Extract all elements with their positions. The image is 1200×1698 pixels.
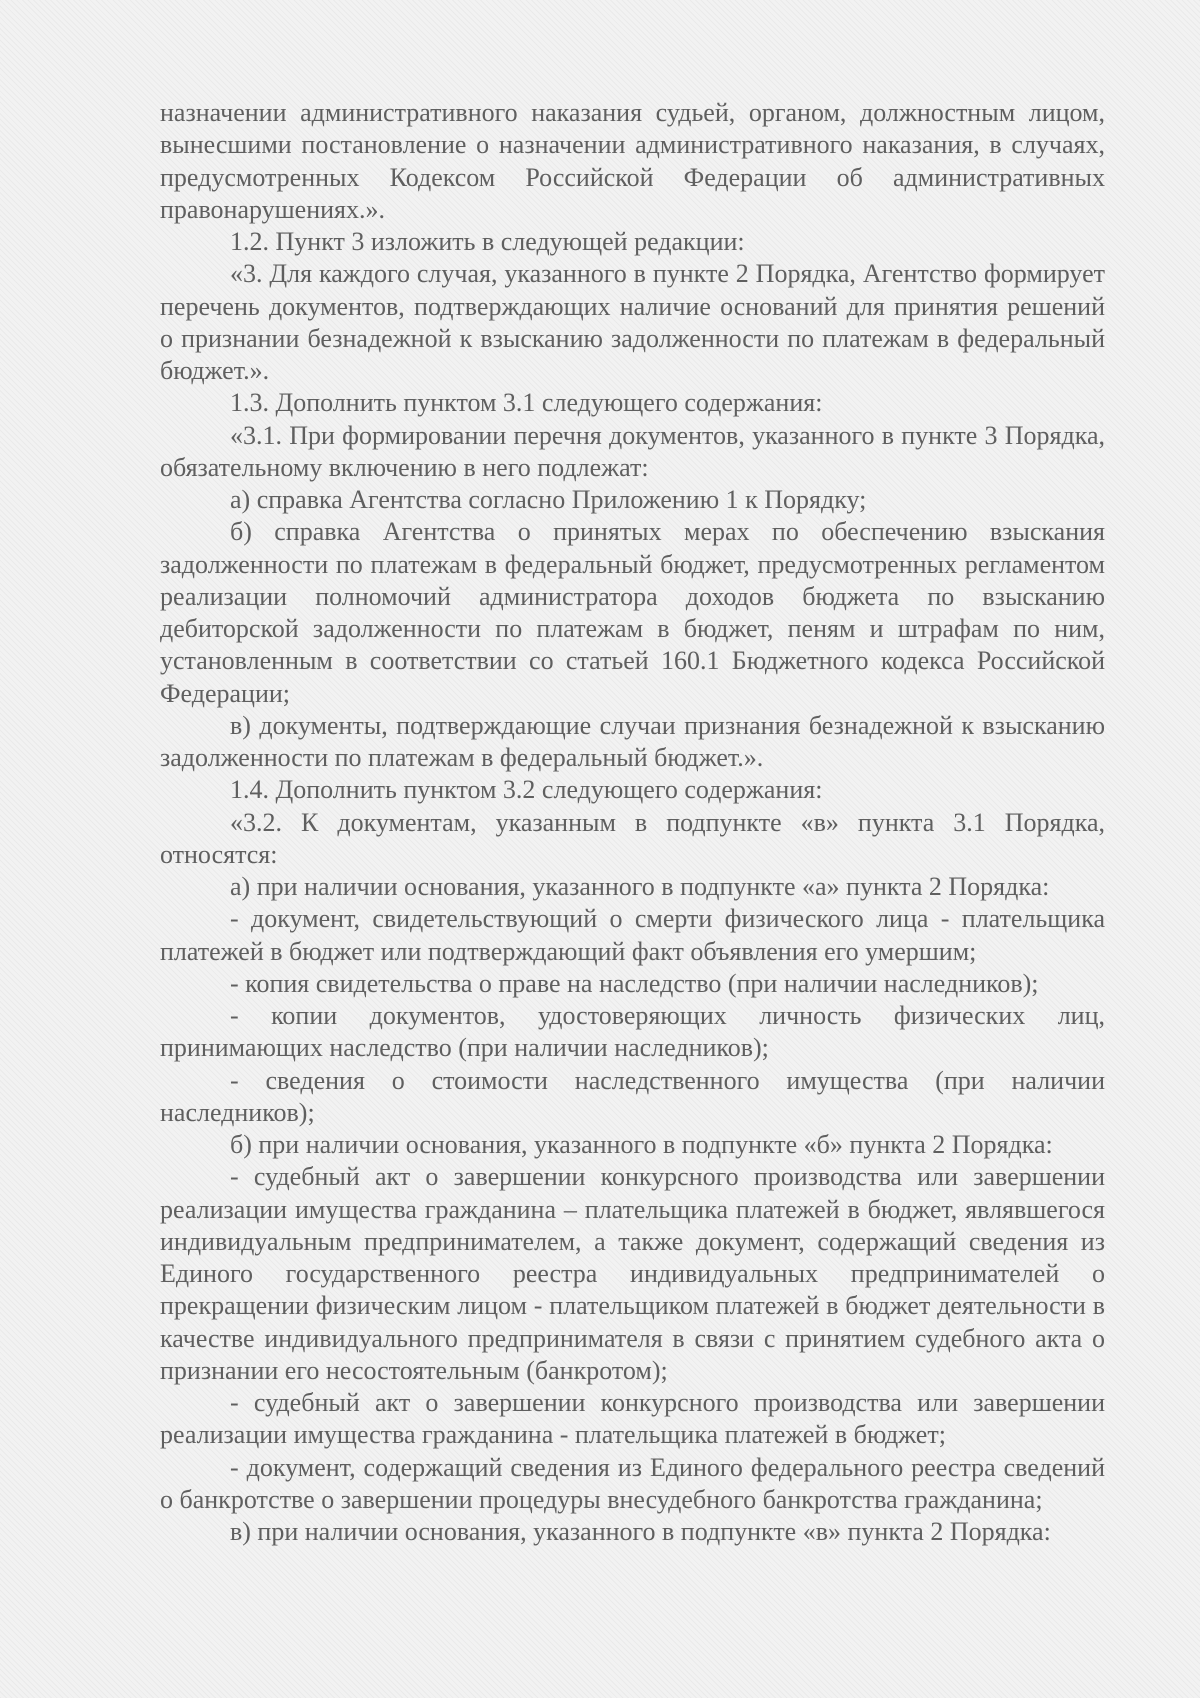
paragraph-dash-item: - документ, свидетельствующий о смерти физического лица - плательщика платежей в бюджет или подтверждающий факт объявления его умершим; xyxy=(160,904,1105,966)
paragraph-basis-b: б) при наличии основания, указанного в подпункте «б» пункта 2 Порядка: xyxy=(230,1130,1053,1159)
paragraph-dash-item: - сведения о стоимости наследственного имущества (при наличии наследников); xyxy=(160,1065,1105,1127)
paragraph-point-3-2: «3.2. К документам, указанным в подпункте «в» пункта 3.1 Порядка, относятся: xyxy=(160,807,1105,869)
paragraph-item-1-2: 1.2. Пункт 3 изложить в следующей редакции: xyxy=(230,227,745,256)
paragraph-subpoint-a: а) справка Агентства согласно Приложению 1 к Порядку; xyxy=(230,485,867,514)
paragraph-dash-item: - копии документов, удостоверяющих личность физических лиц, принимающих наследство (при наличии наследников); xyxy=(160,1001,1105,1063)
paragraph-item-1-4: 1.4. Дополнить пунктом 3.2 следующего содержания: xyxy=(230,775,823,805)
document-page xyxy=(160,97,1105,1548)
paragraph-subpoint-v: в) документы, подтверждающие случаи признания безнадежной к взысканию задолженности по платежам в федеральный бюджет.». xyxy=(160,710,1105,772)
paragraph-subpoint-b: б) справка Агентства о принятых мерах по обеспечению взыскания задолженности по платежам в федеральный бюджет, предусмотренных регламентом реализации полномочий администратора доходов бюджета по взысканию дебиторской задолженности по платежам в бюджет, пеням и штрафам по ним, установленным в соответствии со статьей 160.1 Бюджетного кодекса Российской Федерации; xyxy=(160,517,1105,708)
paragraph-dash-item: - копия свидетельства о праве на наследство (при наличии наследников); xyxy=(230,968,1039,998)
paragraph-continuation: назначении административного наказания судьей, органом, должностным лицом, вынесшими постановление о назначении административного наказания, в случаях, предусмотренных Кодексом Российской Федерации об административных правонарушениях.». xyxy=(160,98,1105,224)
paragraph-point-3-1: «3.1. При формировании перечня документов, указанного в пункте 3 Порядка, обязательному включению в него подлежат: xyxy=(160,420,1105,482)
paragraph-point-3: «3. Для каждого случая, указанного в пункте 2 Порядка, Агентство формирует перечень документов, подтверждающих наличие оснований для принятия решений о признании безнадежной к взысканию задолженности по платежам в федеральный бюджет.». xyxy=(160,259,1105,385)
paragraph-basis-v: в) при наличии основания, указанного в подпункте «в» пункта 2 Порядка: xyxy=(230,1517,1051,1546)
paragraph-item-1-3: 1.3. Дополнить пунктом 3.1 следующего содержания: xyxy=(230,388,823,418)
paragraph-dash-item: - документ, содержащий сведения из Единого федерального реестра сведений о банкротстве о завершении процедуры внесудебного банкротства гражданина; xyxy=(160,1452,1105,1514)
paragraph-basis-a: а) при наличии основания, указанного в подпункте «а» пункта 2 Порядка: xyxy=(230,872,1050,901)
paragraph-dash-item: - судебный акт о завершении конкурсного производства или завершении реализации имущества гражданина – плательщика платежей в бюджет, являвшегося индивидуальным предпринимателем, а также документ, содержащий сведения из Единого государственного реестра индивидуальных предпринимателей о прекращении физическим лицом - плательщиком платежей в бюджет деятельности в качестве индивидуального предпринимателя в связи с принятием судебного акта о признании его несостоятельным (банкротом); xyxy=(160,1162,1105,1385)
paragraph-dash-item: - судебный акт о завершении конкурсного производства или завершении реализации имущества гражданина - плательщика платежей в бюджет; xyxy=(160,1388,1105,1450)
